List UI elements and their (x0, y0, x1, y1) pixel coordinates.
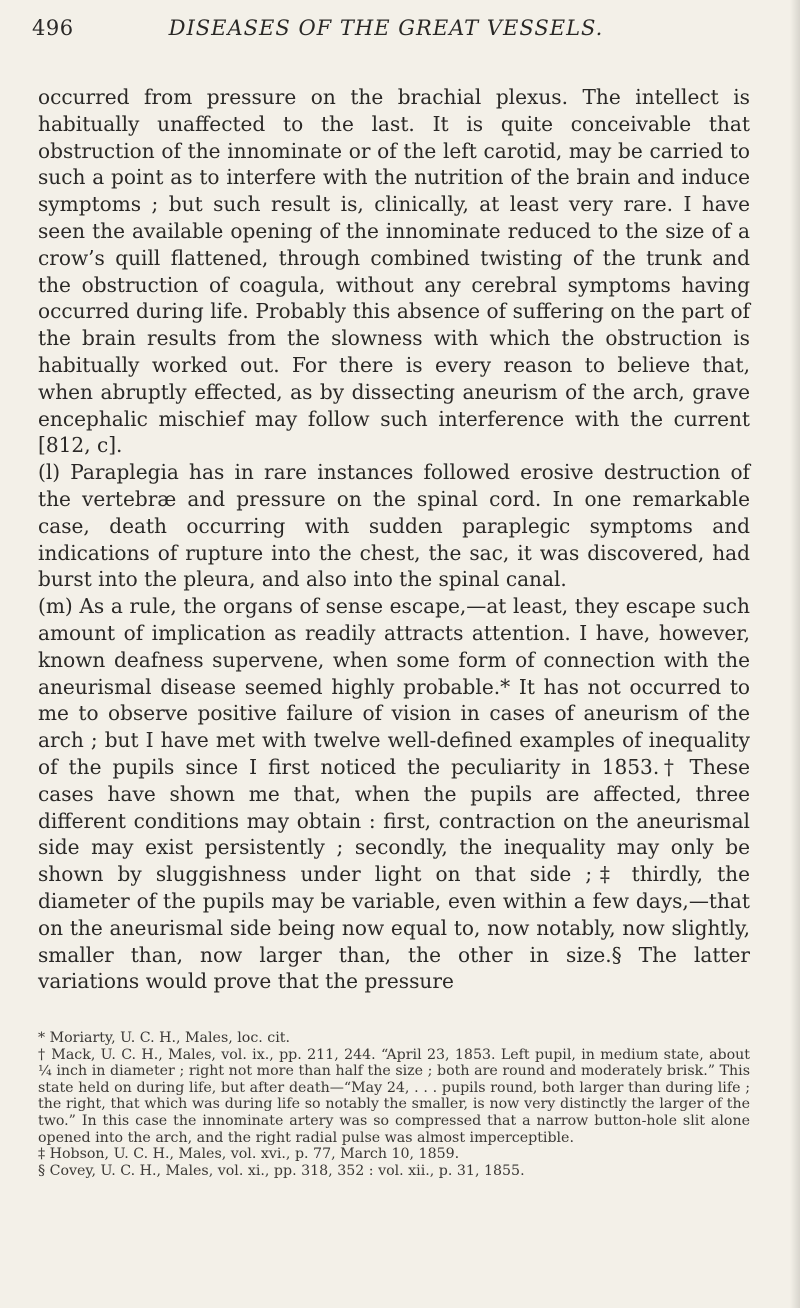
body-text (38, 84, 750, 995)
running-title: DISEASES OF THE GREAT VESSELS. (168, 16, 604, 40)
page-number: 496 (32, 16, 74, 40)
paragraph: (m) As a rule, the organs of sense escape,—at least, they escape such amount of implication as readily attracts attention. I have, however, known deafness supervene, when some form of connection with the aneurismal disease seemed highly probable.* It has not occurred to me to observe positive failure of vision in cases of aneurism of the arch ; but I have met with twelve well-defined examples of inequality of the pupils since I first noticed the peculiarity in 1853.† These cases have shown me that, when the pupils are affected, three different conditions may obtain : first, contraction on the aneurismal side may exist persistently ; secondly, the inequality may only be shown by sluggishness under light on that side ;‡ thirdly, the diameter of the pupils may be variable, even within a few days,—that on the aneurismal side being now equal to, now notably, now slightly, smaller than, now larger than, the other in size.§ The latter variations would prove that the pressure (38, 594, 750, 994)
footnote: † Mack, U. C. H., Males, vol. ix., pp. 211, 244. “April 23, 1853. Left pupil, in medium state, about ¼ inch in diameter ; right not more than half the size ; both are round and moderately brisk.” This state held on during life, but after death—“May 24, . . . pupils round, both larger than during life ; the right, that which was during life so notably the smaller, is now very distinctly the larger of the two.” In this case the innominate artery was so compressed that a narrow button-hole slit alone opened into the arch, and the right radial pulse was almost imperceptible. (38, 1046, 750, 1146)
page-edge-shadow (790, 0, 800, 1308)
footnotes (38, 1030, 750, 1179)
footnote: * Moriarty, U. C. H., Males, loc. cit. (38, 1030, 290, 1046)
footnote: ‡ Hobson, U. C. H., Males, vol. xvi., p. 77, March 10, 1859. (38, 1146, 460, 1163)
paragraph: occurred from pressure on the brachial plexus. The intellect is habitually unaffected to the last. It is quite conceivable that obstruction of the innominate or of the left carotid, may be carried to such a point as to interfere with the nutrition of the brain and induce symptoms ; but such result is, clinically, at least very rare. I have seen the available opening of the innominate reduced to the size of a crow’s quill flattened, through combined twisting of the trunk and the obstruction of coagula, without any cerebral symptoms having occurred during life. Probably this absence of suffering on the part of the brain results from the slowness with which the obstruction is habitually worked out. For there is every reason to believe that, when abruptly effected, as by dissecting aneurism of the arch, grave encephalic mischief may follow such interference with the current [812, c]. (38, 85, 750, 458)
paragraph: (l) Paraplegia has in rare instances followed erosive destruction of the vertebræ and pressure on the spinal cord. In one remarkable case, death occurring with sudden paraplegic symptoms and indications of rupture into the chest, the sac, it was discovered, had burst into the pleura, and also into the spinal canal. (38, 460, 750, 592)
running-header (32, 16, 740, 46)
footnote: § Covey, U. C. H., Males, vol. xi., pp. 318, 352 : vol. xii., p. 31, 1855. (38, 1162, 525, 1179)
